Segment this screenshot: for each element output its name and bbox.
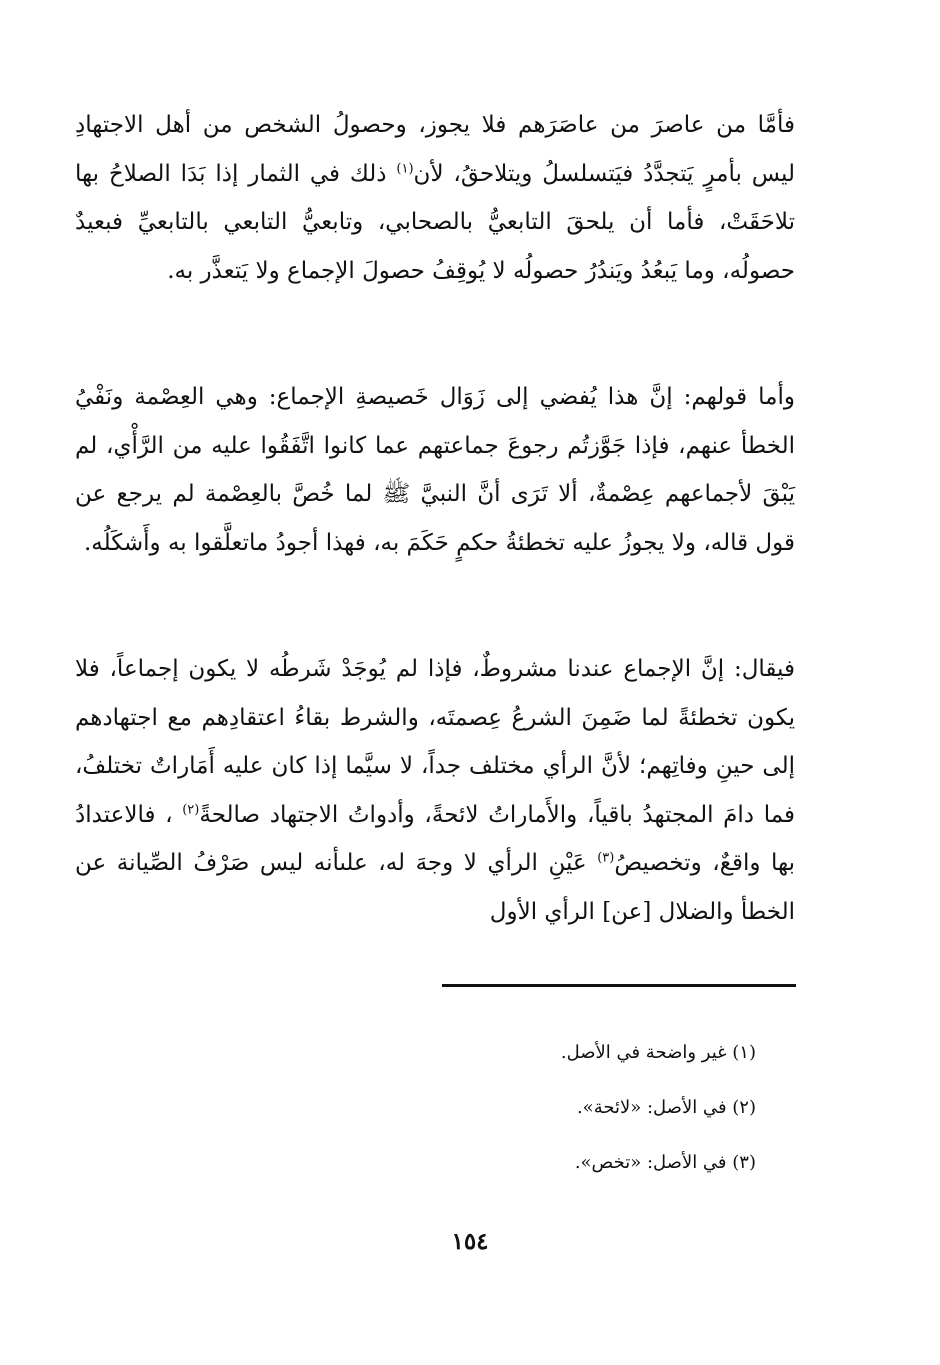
paragraph-3-text	[75, 645, 795, 936]
paragraph-1-text-part-2: ذلك في الثمار إذا بَدَا الصلاحُ بها تلاحَقَتْ، فأما أن يلحقَ التابعيُّ بالصحابي، وتابعيُّ التابعي بالتابعيِّ فبعيدٌ حصولُه، وما يَبعُدُ ويَندُرُ حصولُه لا يُوقِفُ حصولَ الإجماع ولا يَتعذَّر به.	[75, 160, 795, 284]
paragraph-2	[75, 373, 795, 567]
paragraph-3	[75, 645, 795, 936]
paragraph-2-text: وأما قولهم: إنَّ هذا يُفضي إلى زَوَال خَصيصةِ الإجماع: وهي العِصْمة ونَفْيُ الخطأ عنهم، فإذا جَوَّزتُم رجوعَ جماعتهم عما كانوا اتَّفَقُوا عليه من الرَّأْي، لم يَبْقَ لأجماعهم عِصْمةٌ، ألا تَرَى أنَّ النبيَّ ﷺ لما خُصَّ بالعِصْمة لم يرجع عن قول قاله، ولا يجوزُ عليه تخطئةُ حكمٍ حَكَمَ به، فهذا أجودُ ماتعلَّقوا به وأَشكَلُه.	[75, 384, 795, 556]
paragraph-1-text	[75, 101, 795, 295]
paragraph-3-text-part-3: عَيْنِ الرأي لا وجهَ له، علىأنه ليس صَرْفُ الصِّيانة عن الخطأ والضلال [عن] الرأي الأول	[75, 850, 795, 925]
paragraph-1-text-part-1: فأمَّا من عاصرَ من عاصَرَهم فلا يجوز، وحصولُ الشخص من أهل الاجتهادِ ليس بأمرٍ يَتجدَّدُ فيَتسلسلُ ويتلاحقُ، لأن	[75, 112, 795, 187]
footnote-separator	[442, 984, 796, 987]
paragraph-3-text-part-2: ، فالاعتدادُ بها واقعٌ، وتخصيصُ	[75, 801, 795, 876]
footnote-ref-2: (٢)	[182, 801, 200, 817]
paragraph-3-text-part-1: فيقال: إنَّ الإجماع عندنا مشروطٌ، فإذا لم يُوجَدْ شَرطُه لا يكون إجماعاً، فلا يكون تخطئةً لما ضَمِنَ الشرعُ عِصمتَه، والشرط بقاءُ اعتقادِهم مع اجتهادهم إلى حينِ وفاتِهم؛ لأنَّ الرأي مختلف جداً، لا سيَّما إذا كان عليه أَمَاراتٌ تختلفُ، فما دامَ المجتهدُ باقياً، والأَماراتُ لائحةً، وأدواتُ الاجتهاد صالحةً	[75, 656, 795, 828]
paragraph-1	[75, 101, 795, 295]
footnote-1: (١) غير واضحة في الأصل.	[560, 1042, 756, 1063]
footnote-ref-1: (١)	[396, 160, 414, 176]
footnote-3: (٣) في الأصل: «تخص».	[574, 1152, 756, 1173]
footnote-2: (٢) في الأصل: «لائحة».	[576, 1097, 756, 1118]
page-number: ١٥٤	[451, 1228, 489, 1255]
footnote-ref-3: (٣)	[597, 850, 615, 866]
footnotes	[442, 1038, 756, 1203]
